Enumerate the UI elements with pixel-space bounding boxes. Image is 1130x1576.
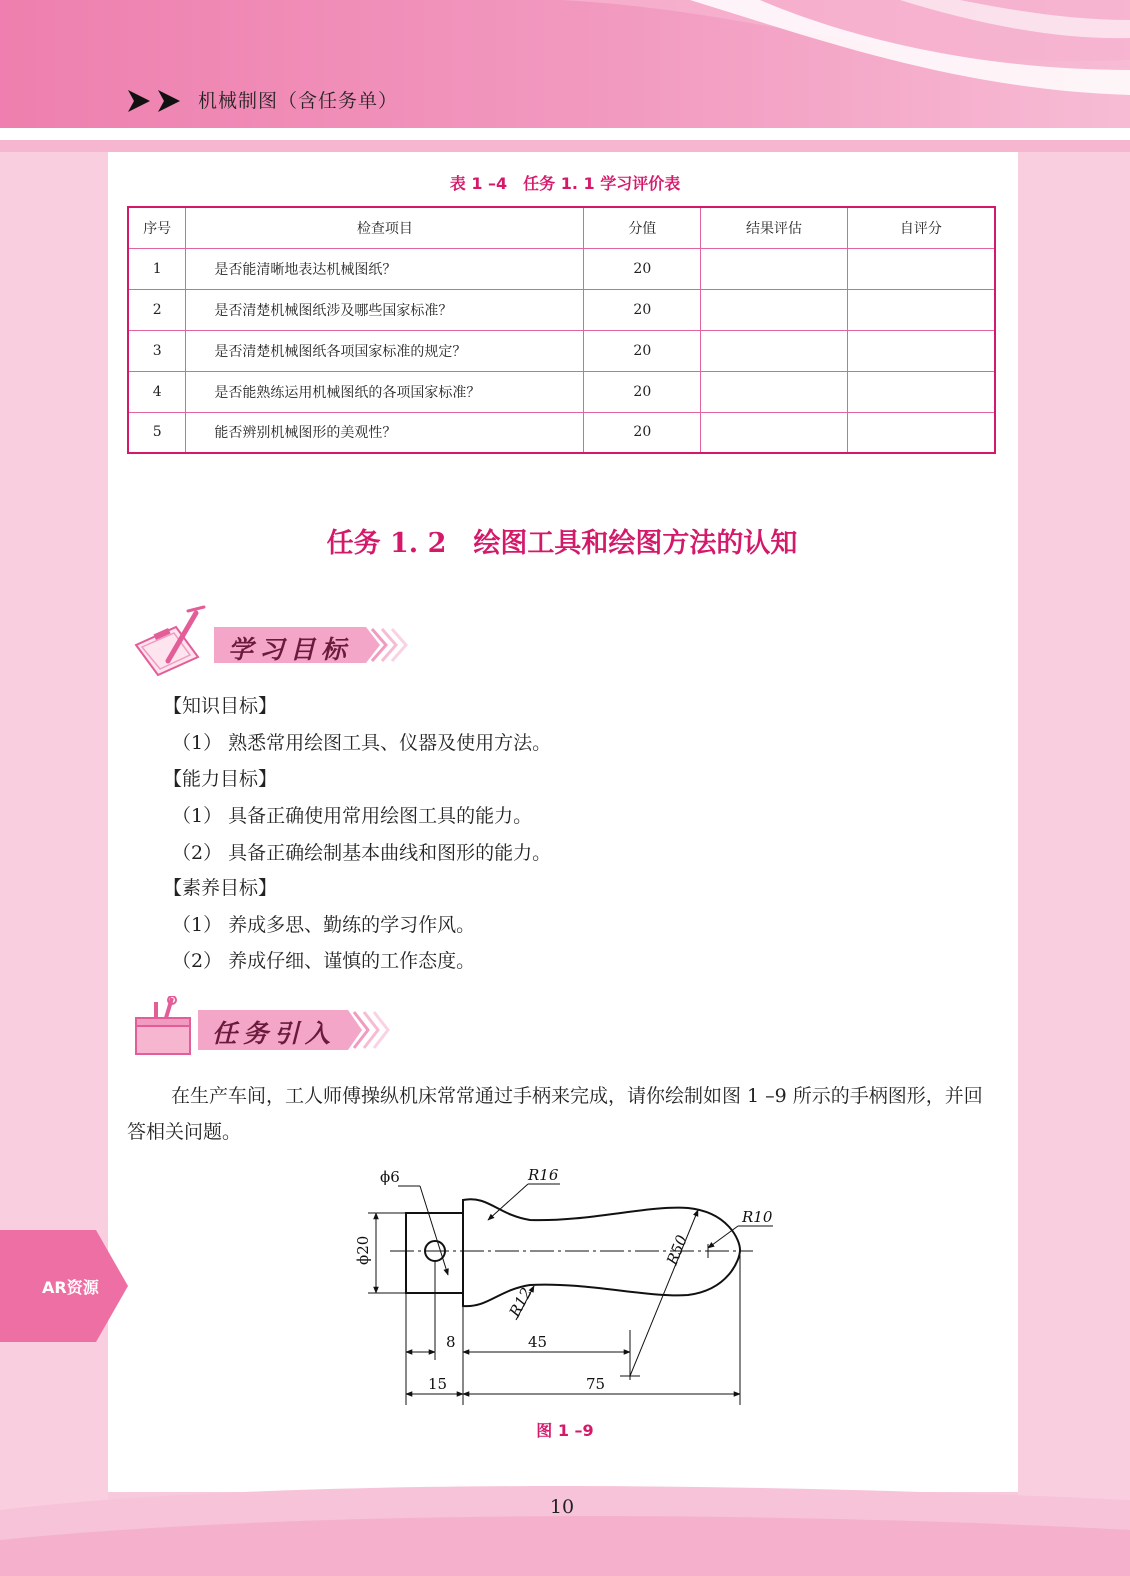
evaluation-table — [127, 206, 996, 454]
page-number: 10 — [549, 1496, 575, 1518]
dim-r16: R16 — [528, 1166, 559, 1184]
dim-phi6: ϕ6 — [380, 1168, 400, 1186]
dim-phi20: ϕ20 — [354, 1235, 372, 1265]
score-value: 20 — [584, 330, 701, 371]
dim-r50: R50 — [663, 1232, 692, 1268]
table-header-row — [128, 207, 995, 248]
quality-item: （2） 养成仔细、谨慎的工作态度。 — [172, 950, 476, 972]
header-arrows-icon — [128, 88, 188, 114]
score-value: 20 — [584, 248, 701, 289]
check-item: 是否能熟练运用机械图纸的各项国家标准？ — [186, 371, 584, 412]
ability-item: （1） 具备正确使用常用绘图工具的能力。 — [172, 805, 533, 827]
self-score-cell[interactable] — [847, 289, 995, 330]
score-value: 20 — [584, 371, 701, 412]
table-row — [128, 371, 995, 412]
task-intro-banner — [132, 996, 392, 1058]
knowledge-heading: 【知识目标】 — [163, 695, 278, 717]
column-header: 检查项目 — [186, 207, 584, 248]
self-score-cell[interactable] — [847, 330, 995, 371]
row-number: 2 — [128, 289, 186, 330]
objectives-banner — [128, 605, 408, 677]
task-intro-banner-label: 任务引入 — [212, 1019, 337, 1048]
column-header: 结果评估 — [701, 207, 848, 248]
dim-r12: R12 — [505, 1284, 536, 1320]
dim-8: 8 — [446, 1333, 456, 1351]
ar-resource-label[interactable]: AR资源 — [42, 1278, 99, 1297]
table-caption: 表 1 –4 任务 1. 1 学习评价表 — [449, 174, 681, 193]
row-number: 1 — [128, 248, 186, 289]
left-margin — [0, 152, 108, 1576]
result-cell[interactable] — [701, 289, 848, 330]
self-score-cell[interactable] — [847, 371, 995, 412]
dim-45: 45 — [528, 1333, 548, 1351]
row-number: 3 — [128, 330, 186, 371]
ability-item: （2） 具备正确绘制基本曲线和图形的能力。 — [172, 842, 552, 864]
header-band — [0, 0, 1130, 152]
result-cell[interactable] — [701, 371, 848, 412]
column-header: 序号 — [128, 207, 186, 248]
book-title: 机械制图（含任务单） — [198, 90, 399, 112]
objectives-banner-label: 学习目标 — [228, 635, 353, 664]
score-value: 20 — [584, 289, 701, 330]
check-item: 是否清楚机械图纸涉及哪些国家标准？ — [186, 289, 584, 330]
column-header: 分值 — [584, 207, 701, 248]
quality-heading: 【素养目标】 — [163, 877, 278, 899]
task-intro-paragraph: 在生产车间，工人师傅操纵机床常常通过手柄来完成，请你绘制如图 1 –9 所示的手柄图形，并回答相关问题。 — [127, 1085, 983, 1143]
footer-band — [0, 1470, 1130, 1576]
result-cell[interactable] — [701, 412, 848, 453]
result-cell[interactable] — [701, 330, 848, 371]
table-row — [128, 412, 995, 453]
ability-heading: 【能力目标】 — [163, 768, 278, 790]
self-score-cell[interactable] — [847, 412, 995, 453]
table-row — [128, 248, 995, 289]
right-margin — [1018, 152, 1130, 1576]
check-item: 是否清楚机械图纸各项国家标准的规定？ — [186, 330, 584, 371]
column-header: 自评分 — [847, 207, 995, 248]
check-item: 是否能清晰地表达机械图纸？ — [186, 248, 584, 289]
score-value: 20 — [584, 412, 701, 453]
section-title: 任务 1. 2 绘图工具和绘图方法的认知 — [326, 528, 798, 559]
self-score-cell[interactable] — [847, 248, 995, 289]
dim-75: 75 — [586, 1375, 606, 1393]
check-item: 能否辨别机械图形的美观性？ — [186, 412, 584, 453]
result-cell[interactable] — [701, 248, 848, 289]
knowledge-item: （1） 熟悉常用绘图工具、仪器及使用方法。 — [172, 732, 552, 754]
handle-drawing — [348, 1160, 778, 1415]
dim-15: 15 — [428, 1375, 448, 1393]
dim-r10: R10 — [742, 1208, 773, 1226]
table-row — [128, 330, 995, 371]
table-row — [128, 289, 995, 330]
row-number: 4 — [128, 371, 186, 412]
quality-item: （1） 养成多思、勤练的学习作风。 — [172, 914, 476, 936]
row-number: 5 — [128, 412, 186, 453]
figure-caption: 图 1 –9 — [536, 1421, 594, 1440]
